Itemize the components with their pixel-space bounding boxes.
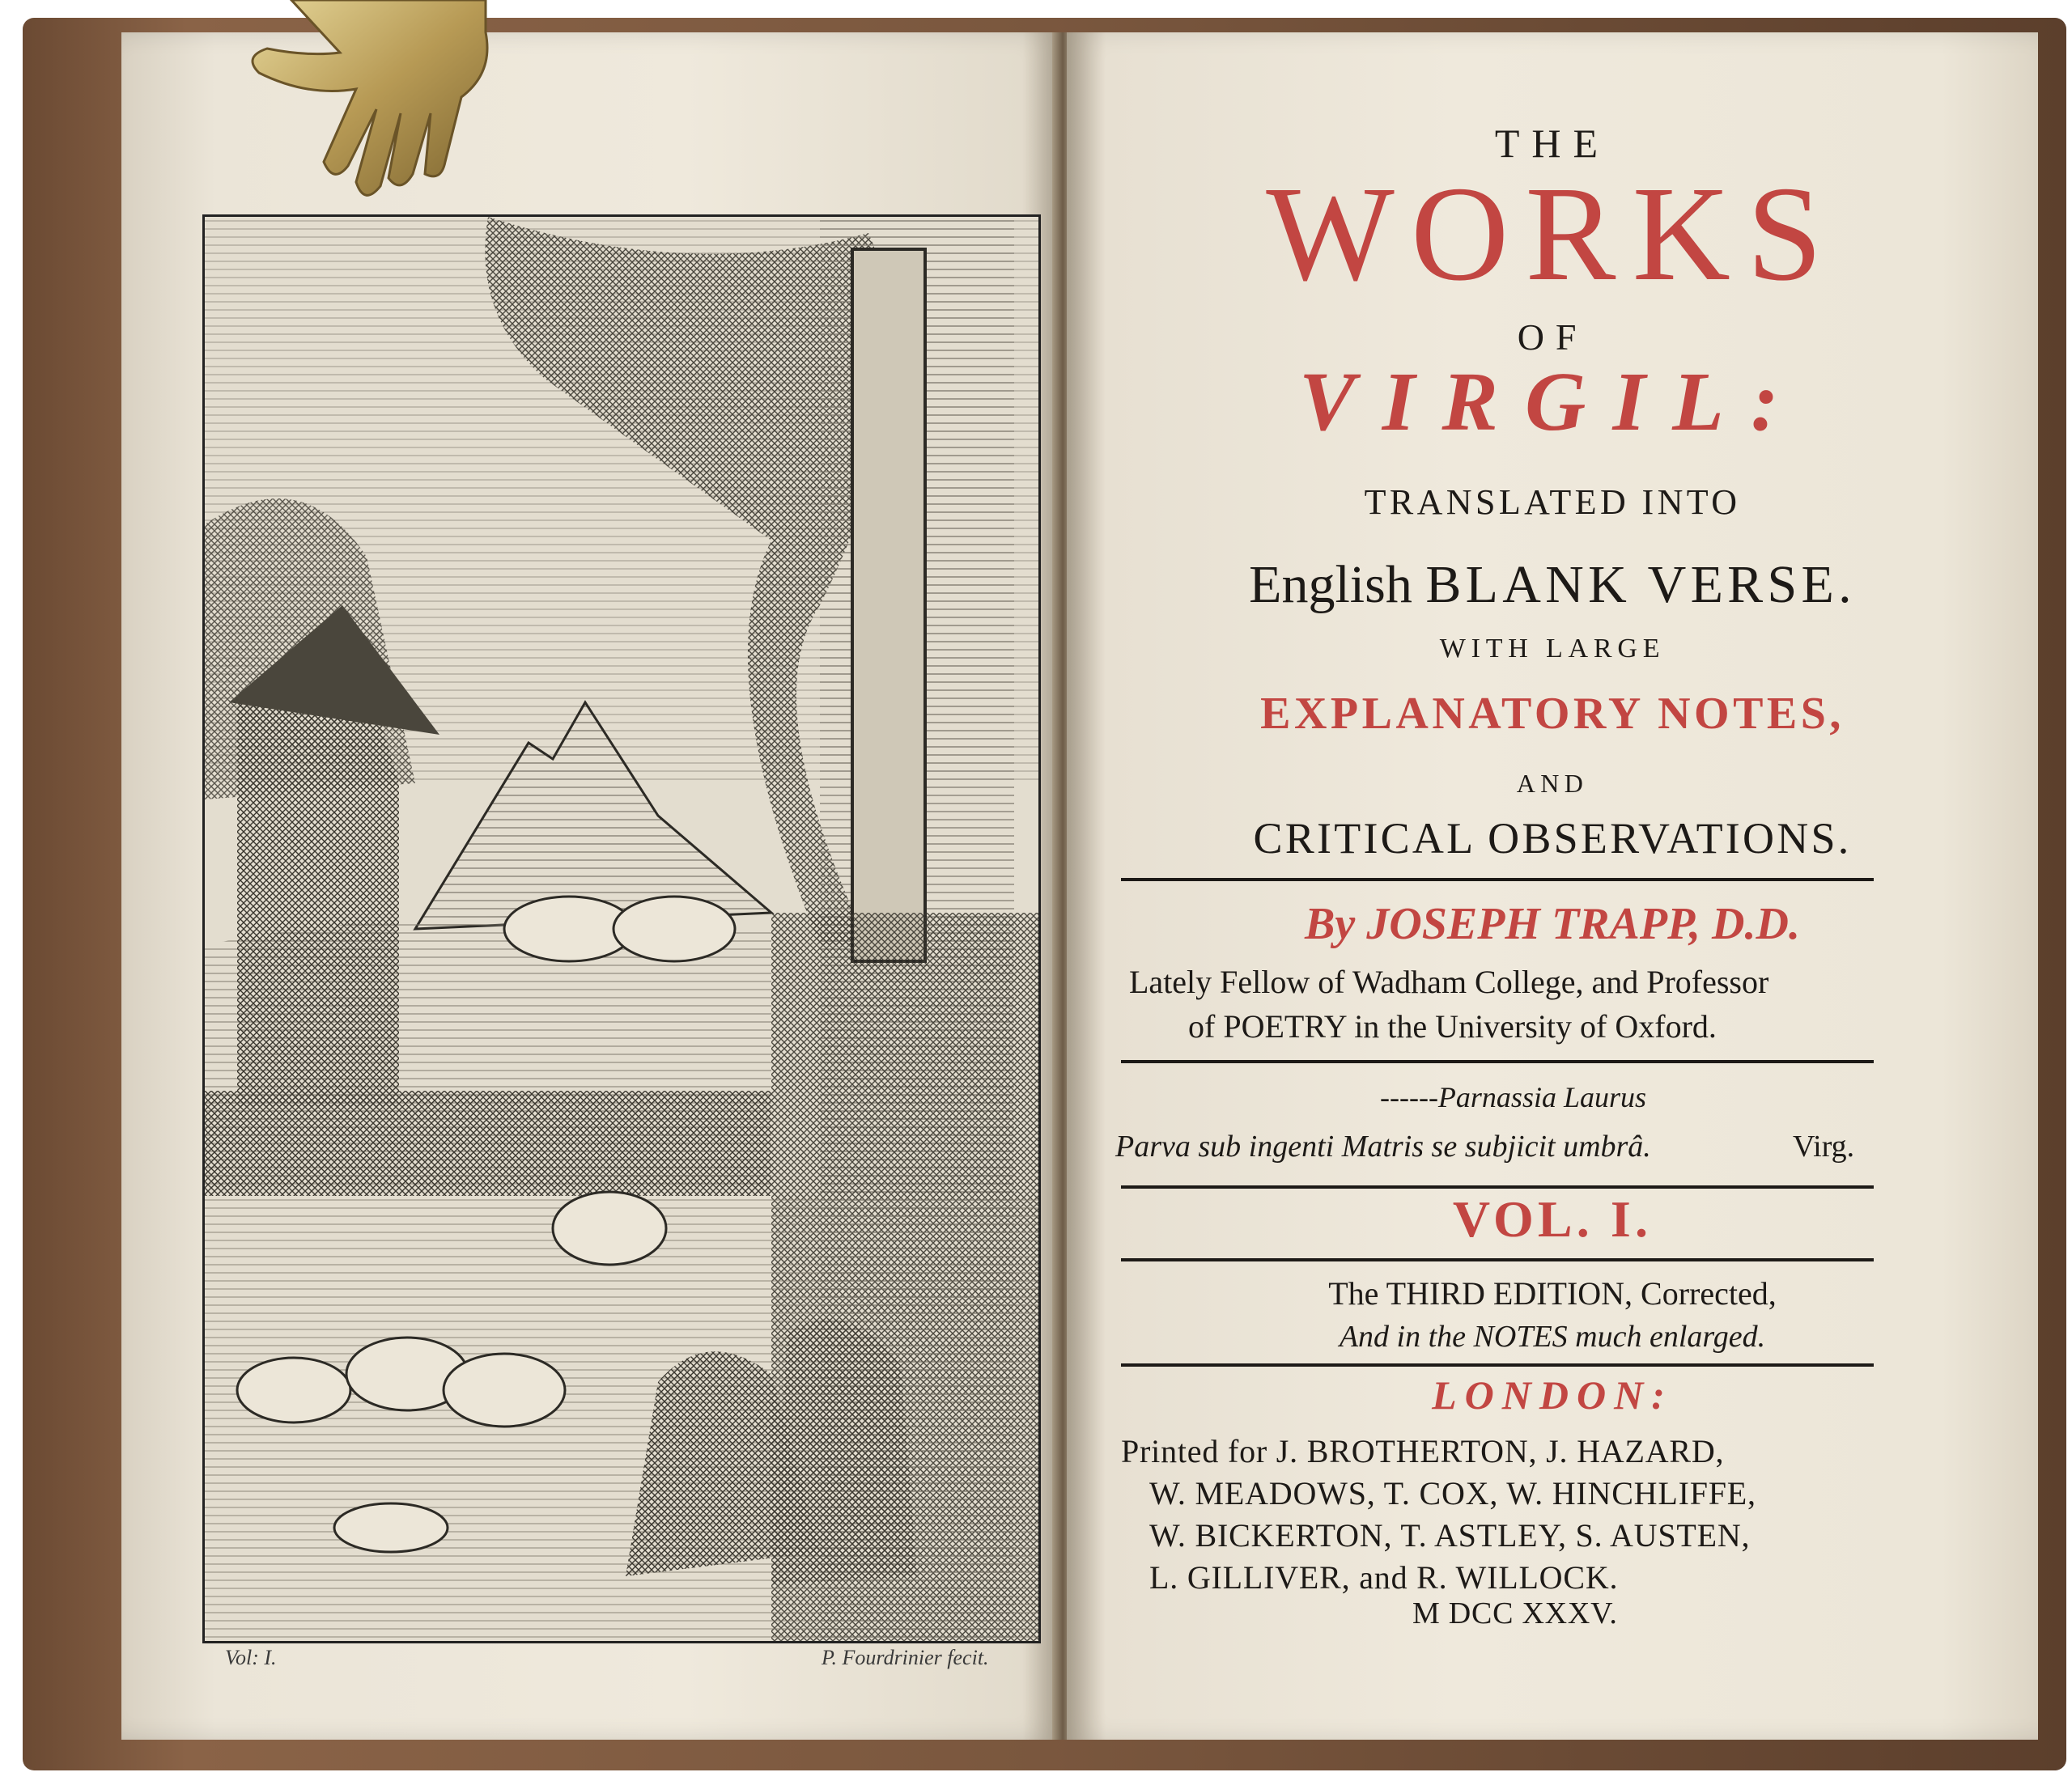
publication-year: M DCC XXXV. [1412, 1596, 1618, 1630]
blank-verse: BLANK VERSE. [1425, 555, 1856, 614]
title-virgil: VIRGIL: [1299, 355, 1806, 448]
rule-3 [1121, 1185, 1874, 1189]
motto-attribution: Virg. [1793, 1130, 1855, 1164]
title-works: WORKS [1266, 159, 1839, 309]
english-word: English [1249, 555, 1412, 614]
rule-1 [1121, 878, 1874, 881]
and-word: AND [1516, 769, 1589, 798]
edition-line-2: And in the NOTES much enlarged. [1339, 1320, 1766, 1354]
printers-line-3: W. BICKERTON, T. ASTLEY, S. AUSTEN, [1149, 1517, 1751, 1554]
by-word: By [1305, 899, 1356, 949]
london-label: LONDON: [1432, 1372, 1673, 1418]
printers-line-2: W. MEADOWS, T. COX, W. HINCHLIFFE, [1149, 1475, 1756, 1512]
critical-observations: CRITICAL OBSERVATIONS. [1253, 814, 1852, 863]
edition-line-1: The THIRD EDITION, Corrected, [1328, 1275, 1777, 1312]
author-name: JOSEPH TRAPP, D.D. [1366, 899, 1800, 949]
explanatory-notes: EXPLANATORY NOTES, [1260, 689, 1845, 739]
motto-line-2: Parva sub ingenti Matris se subjicit umbrâ. [1115, 1130, 1651, 1164]
rule-2 [1121, 1060, 1874, 1063]
title-of: OF [1517, 316, 1588, 358]
author-line [1067, 898, 2038, 950]
rule-4 [1121, 1258, 1874, 1261]
printers-line-1: Printed for J. BROTHERTON, J. HAZARD, [1121, 1433, 1725, 1469]
fellow-line-2: of POETRY in the University of Oxford. [1188, 1008, 1717, 1045]
volume-label: VOL. I. [1452, 1190, 1653, 1248]
printers-line-4: L. GILLIVER, and R. WILLOCK. [1149, 1559, 1619, 1596]
frontispiece-vol-caption: Vol: I. [225, 1646, 277, 1669]
brass-hand-icon [243, 0, 518, 210]
english-blank-verse [1067, 555, 2038, 614]
frontispiece-engraving [202, 214, 1041, 1643]
motto-line-1: ------Parnassia Laurus [1380, 1081, 1646, 1113]
fellow-line-1: Lately Fellow of Wadham College, and Professor [1129, 964, 1769, 1000]
translated-into: TRANSLATED INTO [1364, 482, 1741, 522]
engraver-caption: P. Fourdrinier fecit. [822, 1646, 989, 1669]
title-the: THE [1494, 121, 1611, 166]
rule-5 [1121, 1363, 1874, 1367]
with-large: WITH LARGE [1439, 634, 1666, 664]
